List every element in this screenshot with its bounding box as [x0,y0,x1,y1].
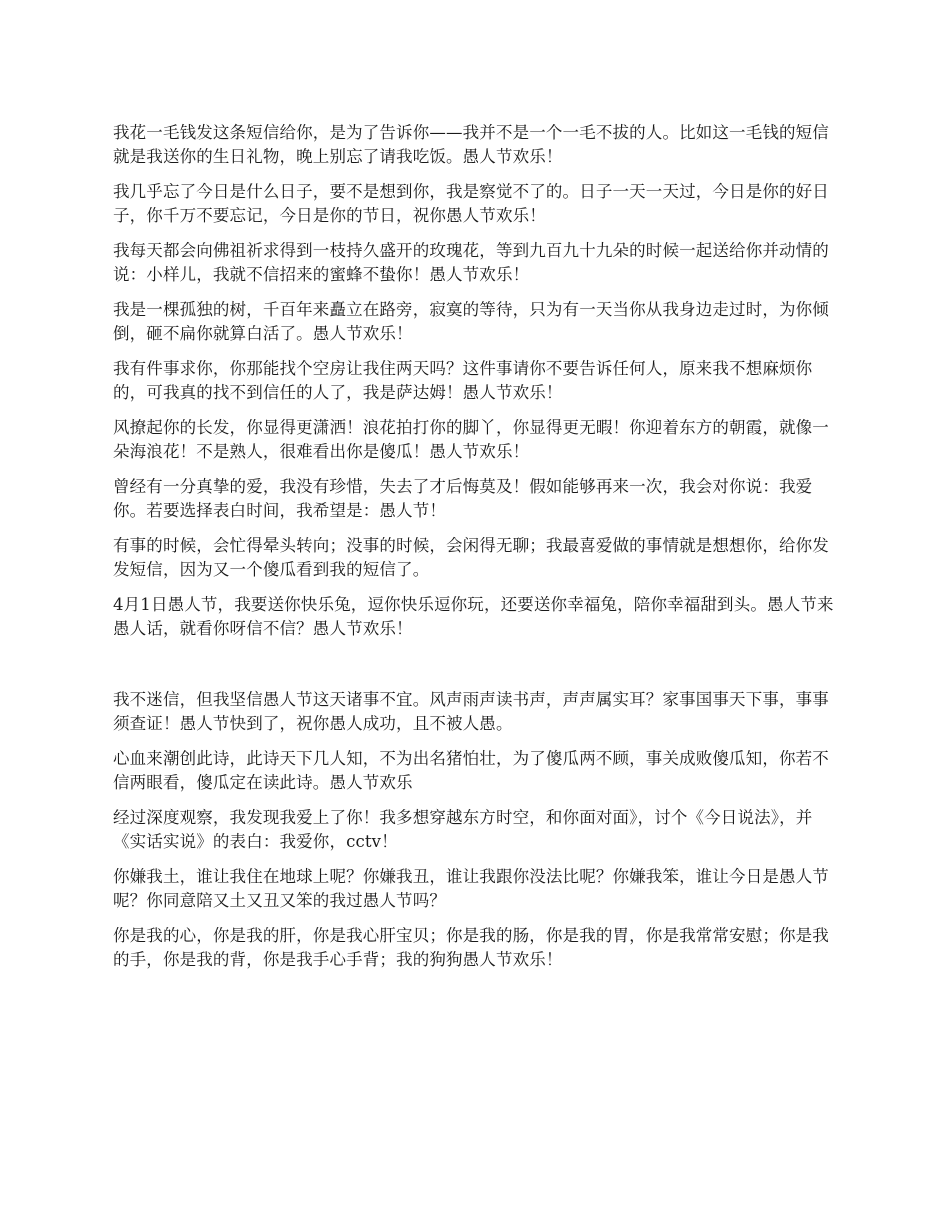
document-body [113,121,841,983]
paragraph-3: 我每天都会向佛祖祈求得到一枝持久盛开的玫瑰花，等到九百九十九朵的时候一起送给你并动情的说：小样儿，我就不信招来的蜜蜂不蛰你！愚人节欢乐！ [113,241,829,284]
paragraph-8: 有事的时候，会忙得晕头转向；没事的时候，会闲得无聊；我最喜爱做的事情就是想想你，给你发发短信，因为又一个傻瓜看到我的短信了。 [113,536,829,579]
paragraph-5: 我有件事求你，你那能找个空房让我住两天吗？这件事请你不要告诉任何人，原来我不想麻烦你的，可我真的找不到信任的人了，我是萨达姆！愚人节欢乐！ [113,359,813,402]
paragraph-6: 风撩起你的长发，你显得更潇洒！浪花拍打你的脚丫，你显得更无暇！你迎着东方的朝霞，就像一朵海浪花！不是熟人，很难看出你是傻瓜！愚人节欢乐！ [113,418,829,461]
section-gap [113,652,841,688]
paragraph-10: 我不迷信，但我坚信愚人节这天诸事不宜。风声雨声读书声，声声属实耳？家事国事天下事，事事须查证！愚人节快到了，祝你愚人成功，且不被人愚。 [113,690,829,733]
paragraph-11: 心血来潮创此诗，此诗天下几人知，不为出名猪怕壮，为了傻瓜两不顾，事关成败傻瓜知，你若不信两眼看，傻瓜定在读此诗。愚人节欢乐 [113,749,829,792]
paragraph-4: 我是一棵孤独的树，千百年来矗立在路旁，寂寞的等待，只为有一天当你从我身边走过时，为你倾倒，砸不扁你就算白活了。愚人节欢乐！ [113,300,829,343]
paragraph-1: 我花一毛钱发这条短信给你，是为了告诉你——我并不是一个一毛不拔的人。比如这一毛钱的短信就是我送你的生日礼物，晚上别忘了请我吃饭。愚人节欢乐！ [113,123,829,166]
paragraph-9: 4月1日愚人节，我要送你快乐兔，逗你快乐逗你玩，还要送你幸福兔，陪你幸福甜到头。愚人节来愚人话，就看你呀信不信？愚人节欢乐！ [113,595,834,638]
paragraph-2: 我几乎忘了今日是什么日子，要不是想到你，我是察觉不了的。日子一天一天过，今日是你的好日子，你千万不要忘记，今日是你的节日，祝你愚人节欢乐！ [113,182,829,225]
paragraph-13: 你嫌我土，谁让我住在地球上呢？你嫌我丑，谁让我跟你没法比呢？你嫌我笨，谁让今日是愚人节呢？你同意陪又土又丑又笨的我过愚人节吗？ [113,867,829,910]
paragraph-12: 经过深度观察，我发现我爱上了你！我多想穿越东方时空，和你面对面》，讨个《今日说法》，并《实话实说》的表白：我爱你，cctv！ [113,808,813,851]
paragraph-7: 曾经有一分真挚的爱，我没有珍惜，失去了才后悔莫及！假如能够再来一次，我会对你说：我爱你。若要选择表白时间，我希望是：愚人节！ [113,477,813,520]
paragraph-14: 你是我的心，你是我的肝，你是我心肝宝贝；你是我的肠，你是我的胃，你是我常常安慰；你是我的手，你是我的背，你是我手心手背；我的狗狗愚人节欢乐！ [113,926,829,969]
